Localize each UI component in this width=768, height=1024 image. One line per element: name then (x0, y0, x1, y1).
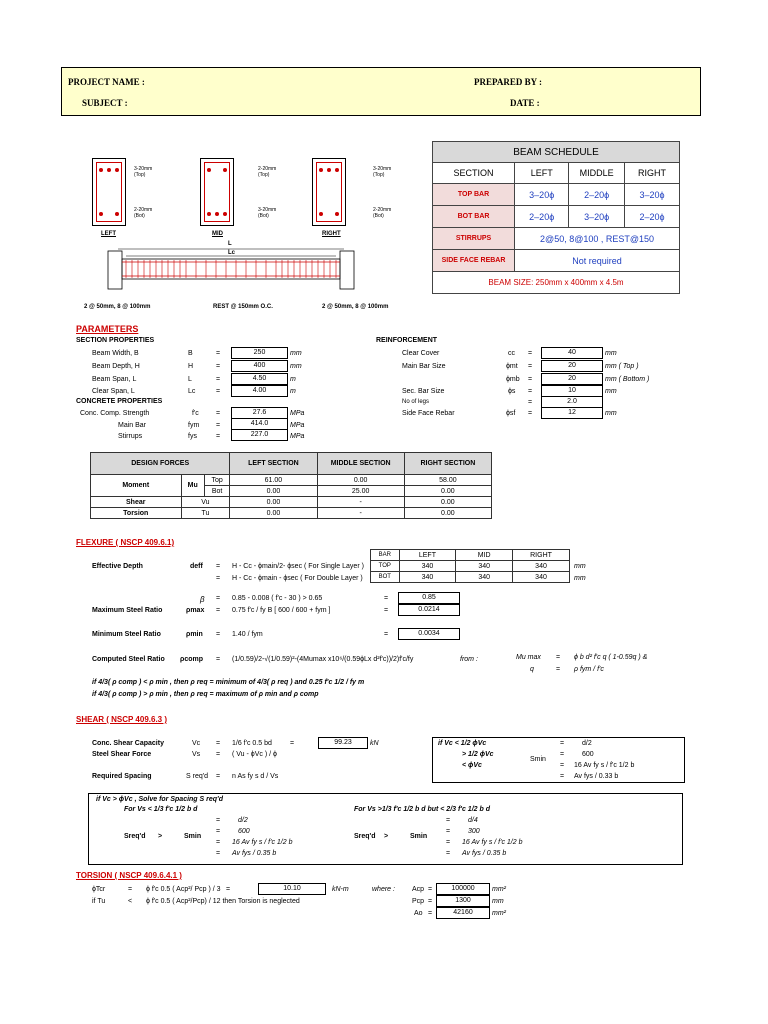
eq-sign: = (216, 740, 221, 747)
tu-formula: ϕ f'c 0.5 ( Acp²/Pcp) / 12 then Torsion is neglected (146, 898, 300, 905)
beta-sym: β (200, 595, 205, 604)
spacing-left-sreqd: Sreq'd (124, 833, 146, 840)
schedule-bot-right: 2–20ϕ (625, 206, 680, 228)
spacing-right-val-4: Av fys / 0.35 b (462, 850, 507, 857)
eq-sign: = (216, 410, 221, 417)
df-header-right: RIGHT SECTION (404, 453, 491, 475)
pcp-value: 1300 (436, 895, 490, 907)
eq-sign: = (528, 376, 533, 383)
date-label: DATE : (510, 98, 540, 108)
flex-bot-left: 340 (399, 572, 456, 583)
schedule-top-middle: 2–20ϕ (569, 184, 625, 206)
span-l-label: L (228, 241, 232, 247)
df-top-label: Top (204, 475, 229, 486)
clear-span-sym: Lc (188, 388, 196, 395)
fym-sym: fym (188, 422, 200, 429)
eq-sign: = (446, 839, 451, 846)
acp-unit: mm² (492, 886, 506, 893)
mid-caption: MID (212, 231, 223, 237)
eff-depth-sym: deff (190, 563, 203, 570)
shear-smin-res-2: 600 (582, 751, 594, 758)
eq-sign: = (216, 607, 221, 614)
schedule-header-right: RIGHT (625, 163, 680, 184)
beam-width-unit: mm (290, 350, 302, 357)
eq-sign: = (216, 563, 221, 570)
spacing-box-title: if Vc > ϕVc , Solve for Spacing S req'd (96, 796, 223, 803)
eq-sign: = (226, 886, 231, 893)
mu-max-formula: ϕ b d² f'c q ( 1-0.59q ) & (574, 654, 648, 661)
eq-sign: = (528, 410, 533, 417)
flex-header-bar: BAR (371, 550, 400, 561)
tcr-value: 10.10 (258, 883, 326, 895)
flexure-title: FLEXURE ( NSCP 409.6.1) (76, 538, 175, 547)
eq-sign: = (216, 376, 221, 383)
clear-span-label: Clear Span, L (92, 388, 135, 395)
vc-value: 99.23 (318, 737, 368, 749)
eq-sign: = (528, 399, 533, 406)
fc-unit: MPa (290, 410, 305, 417)
beam-span-value: 4.50 (231, 373, 288, 385)
flex-top-label: TOP (371, 561, 400, 572)
beam-width-label: Beam Width, B (92, 350, 139, 357)
schedule-bot-left: 2–20ϕ (515, 206, 569, 228)
eq-sign: = (216, 595, 221, 602)
eq-sign: = (446, 850, 451, 857)
spacing-left-val-2: 600 (238, 828, 250, 835)
df-moment-label: Moment (91, 475, 182, 497)
df-top-left: 61.00 (230, 475, 317, 486)
schedule-top-right: 3–20ϕ (625, 184, 680, 206)
main-bar-bot-value: 20 (541, 373, 603, 385)
rho-min-formula: 1.40 / fym (232, 631, 263, 638)
flex-header-right: RIGHT (513, 550, 570, 561)
df-bot-label: Bot (204, 486, 229, 497)
spacing-left-val-1: d/2 (238, 817, 248, 824)
df-shear-mid: - (317, 497, 404, 508)
rho-min-label: Minimum Steel Ratio (92, 631, 161, 638)
vc-sym: Vc (192, 740, 201, 747)
eq-sign: = (560, 773, 565, 780)
shear-cond-3: < ϕVc (462, 762, 482, 769)
project-name-label: PROJECT NAME : (68, 77, 145, 87)
df-torsion-left: 0.00 (230, 508, 317, 519)
fys-value: 227.0 (231, 429, 288, 441)
spacing-right-gt: > (384, 833, 389, 840)
beam-depth-unit: mm (290, 363, 302, 370)
flexure-note-1: if 4/3( ρ comp ) < ρ min , then ρ req = minimum of 4/3( ρ req ) and 0.25 f'c 1/2 / fy m (92, 679, 365, 686)
parameters-title: PARAMETERS (76, 324, 139, 334)
eq-sign: = (128, 886, 133, 893)
spacing-right-val-3: 16 Av fy s / f'c 1/2 b (462, 839, 523, 846)
eq-sign: = (556, 666, 561, 673)
side-face-label: Side Face Rebar (402, 410, 455, 417)
left-spacing-label: 2 @ 50mm, 8 @ 100mm (84, 304, 151, 310)
comp-ratio-label: Computed Steel Ratio (92, 656, 165, 663)
fym-value: 414.0 (231, 418, 288, 430)
comp-ratio-formula: (1/0.59)/2-√(1/0.59)²-(4Mumax x10⁶/(0.59ϕLx d²f'c))/2)f'c/fy (232, 656, 414, 663)
main-bar-top-value: 20 (541, 360, 603, 372)
schedule-title: BEAM SCHEDULE (433, 142, 680, 163)
vs-label: Steel Shear Force (92, 751, 152, 758)
eq-sign: = (290, 740, 295, 747)
eq-sign: = (528, 363, 533, 370)
eq-sign: = (528, 350, 533, 357)
beam-depth-label: Beam Depth, H (92, 363, 140, 370)
beam-width-value: 250 (231, 347, 288, 359)
eq-sign: = (556, 654, 561, 661)
schedule-bot-bar-label: BOT BAR (433, 206, 515, 228)
schedule-stirrups-value: 2@50, 8@100 , REST@150 (515, 228, 680, 250)
flex-top-left: 340 (399, 561, 456, 572)
fym-unit: MPa (290, 422, 305, 429)
eq-sign: = (216, 850, 221, 857)
schedule-side-face-value: Not required (515, 250, 680, 272)
spacing-right-val-2: 300 (468, 828, 480, 835)
section-left-drawing (92, 158, 126, 226)
df-torsion-mid: - (317, 508, 404, 519)
df-shear-left: 0.00 (230, 497, 317, 508)
flex-bot-mid: 340 (456, 572, 513, 583)
beam-span-label: Beam Span, L (92, 376, 137, 383)
shear-cond-1: if Vc < 1/2 ϕVc (438, 740, 487, 747)
fc-sym: f'c (192, 410, 199, 417)
req-spacing-label: Required Spacing (92, 773, 152, 780)
vc-label: Conc. Shear Capacity (92, 740, 164, 747)
right-caption: RIGHT (322, 231, 341, 237)
eq-sign: = (216, 631, 221, 638)
df-header-forces: DESIGN FORCES (91, 453, 230, 475)
fys-label: Stirrups (118, 433, 143, 440)
beam-schedule-table (432, 141, 680, 294)
flex-bot-unit: mm (574, 575, 586, 582)
section-mid-drawing (200, 158, 234, 226)
flex-bot-label: BOT (371, 572, 400, 583)
tcr-formula: ϕ f'c 0.5 ( Acp²/ Pcp ) / 3 (146, 886, 221, 893)
side-face-sym: ϕsf (506, 410, 516, 417)
schedule-header-section: SECTION (433, 163, 515, 184)
spacing-left-val-4: Av fys / 0.35 b (232, 850, 277, 857)
df-shear-right: 0.00 (404, 497, 491, 508)
df-bot-mid: 25.00 (317, 486, 404, 497)
left-caption: LEFT (101, 231, 116, 237)
tu-lt: < (128, 898, 133, 905)
pcp-label: Pcp (412, 898, 425, 905)
main-bar-label: Main Bar Size (402, 363, 446, 370)
spacing-left-title: For Vs < 1/3 f'c 1/2 b d (124, 806, 198, 813)
eq-sign: = (428, 898, 433, 905)
mu-max-label: Mu max (516, 654, 541, 661)
beta-formula: 0.85 - 0.008 ( f'c - 30 ) > 0.65 (232, 595, 323, 602)
spacing-right-val-1: d/4 (468, 817, 478, 824)
beam-width-sym: B (188, 350, 193, 357)
flexure-note-2: if 4/3( ρ comp ) > ρ min , then ρ req = maximum of ρ min and ρ comp (92, 691, 319, 698)
ao-value: 42160 (436, 907, 490, 919)
right-top-bar-label: 3-20mm (Top) (373, 166, 392, 178)
main-bar-top-unit: mm ( Top ) (605, 363, 639, 370)
fym-label: Main Bar (118, 422, 147, 429)
beam-depth-value: 400 (231, 360, 288, 372)
eq-sign: = (384, 607, 389, 614)
rho-max-formula: 0.75 f'c / fy B [ 600 / 600 + fym ] (232, 607, 331, 614)
q-label: q (530, 666, 534, 673)
acp-label: Acp (412, 886, 425, 893)
eq-sign: = (216, 575, 221, 582)
left-top-bar-label: 3-20mm (Top) (134, 166, 153, 178)
df-torsion-label: Torsion (91, 508, 182, 519)
eq-sign: = (528, 388, 533, 395)
shear-smin-res-1: d/2 (582, 740, 592, 747)
legs-label: No of legs (402, 399, 430, 405)
eq-sign: = (216, 773, 221, 780)
rho-min-value: 0.0034 (398, 628, 460, 640)
df-top-right: 58.00 (404, 475, 491, 486)
q-formula: ρ fym / f'c (574, 666, 604, 673)
sec-bar-value: 10 (541, 385, 603, 397)
acp-value: 100000 (436, 883, 490, 895)
df-torsion-right: 0.00 (404, 508, 491, 519)
eq-sign: = (216, 751, 221, 758)
effective-depth-table (370, 549, 570, 583)
flex-top-unit: mm (574, 563, 586, 570)
cover-label: Clear Cover (402, 350, 440, 357)
df-torsion-sym: Tu (181, 508, 230, 519)
eq-sign: = (216, 839, 221, 846)
prepared-by-label: PREPARED BY : (474, 77, 542, 87)
df-header-left: LEFT SECTION (230, 453, 317, 475)
header-bar (61, 67, 701, 116)
eq-sign: = (446, 828, 451, 835)
df-bot-left: 0.00 (230, 486, 317, 497)
beta-value: 0.85 (398, 592, 460, 604)
eq-sign: = (428, 910, 433, 917)
eq-sign: = (428, 886, 433, 893)
sec-bar-unit: mm (605, 388, 617, 395)
torsion-title: TORSION ( NSCP 409.6.4.1 ) (76, 871, 182, 880)
req-spacing-formula: n As fy s d / Vs (232, 773, 279, 780)
eq-sign: = (216, 350, 221, 357)
df-mu-label: Mu (181, 475, 204, 497)
ao-unit: mm² (492, 910, 506, 917)
cover-sym: cc (508, 350, 515, 357)
cover-value: 40 (541, 347, 603, 359)
eq-sign: = (216, 422, 221, 429)
flex-header-mid: MID (456, 550, 513, 561)
schedule-top-bar-label: TOP BAR (433, 184, 515, 206)
if-tu-label: if Tu (92, 898, 106, 905)
eq-sign: = (216, 363, 221, 370)
side-face-value: 12 (541, 407, 603, 419)
shear-title: SHEAR ( NSCP 409.6.3 ) (76, 715, 167, 724)
vs-formula: ( Vu - ϕVc ) / ϕ (232, 751, 277, 758)
eq-sign: = (216, 433, 221, 440)
schedule-side-face-label: SIDE FACE REBAR (433, 250, 515, 272)
schedule-header-left: LEFT (515, 163, 569, 184)
right-bot-bar-label: 2-20mm (Bot) (373, 207, 392, 219)
rho-max-label: Maximum Steel Ratio (92, 607, 163, 614)
beam-span-sym: L (188, 376, 192, 383)
eq-sign: = (216, 656, 221, 663)
df-bot-right: 0.00 (404, 486, 491, 497)
shear-smin-res-3: 16 Av fy s / f'c 1/2 b (574, 762, 635, 769)
reinforcement-heading: REINFORCEMENT (376, 337, 438, 344)
rho-max-value: 0.0214 (398, 604, 460, 616)
section-right-drawing (312, 158, 346, 226)
fys-sym: fys (188, 433, 197, 440)
subject-label: SUBJECT : (82, 98, 128, 108)
req-spacing-sym: S req'd (186, 773, 208, 780)
eff-depth-double: H - Cc - ϕmain - ϕsec ( For Double Layer ) (232, 575, 363, 582)
schedule-bot-middle: 3–20ϕ (569, 206, 625, 228)
eff-depth-single: H - Cc - ϕmain/2- ϕsec ( For Single Layer ) (232, 563, 364, 570)
beam-elevation-drawing (100, 243, 360, 293)
section-properties-heading: SECTION PROPERTIES (76, 337, 155, 344)
mid-top-bar-label: 2-20mm (Top) (258, 166, 277, 178)
spacing-left-val-3: 16 Av fy s / f'c 1/2 b (232, 839, 293, 846)
tcr-sym: ϕTcr (92, 886, 106, 893)
fc-label: Conc. Comp. Strength (80, 410, 150, 417)
vc-unit: kN (370, 740, 379, 747)
main-bar-bot-unit: mm ( Bottom ) (605, 376, 650, 383)
eq-sign: = (216, 828, 221, 835)
rho-max-sym: ρmax (186, 607, 205, 614)
mid-spacing-label: REST @ 150mm O.C. (213, 304, 273, 310)
fc-value: 27.6 (231, 407, 288, 419)
vs-sym: Vs (192, 751, 201, 758)
eq-sign: = (560, 762, 565, 769)
eq-sign: = (384, 595, 389, 602)
schedule-header-middle: MIDDLE (569, 163, 625, 184)
df-shear-sym: Vu (181, 497, 230, 508)
spacing-right-sreqd: Sreq'd (354, 833, 376, 840)
eq-sign: = (384, 631, 389, 638)
cover-unit: mm (605, 350, 617, 357)
flex-header-left: LEFT (399, 550, 456, 561)
spacing-solve-box (88, 793, 683, 865)
mid-bot-bar-label: 3-20mm (Bot) (258, 207, 277, 219)
eq-sign: = (216, 388, 221, 395)
df-top-mid: 0.00 (317, 475, 404, 486)
from-label: from : (460, 656, 478, 663)
clear-span-value: 4.00 (231, 385, 288, 397)
concrete-properties-heading: CONCRETE PROPERTIES (76, 398, 163, 405)
eq-sign: = (560, 740, 565, 747)
rho-min-sym: ρmin (186, 631, 203, 638)
eff-depth-label: Effective Depth (92, 563, 143, 570)
comp-ratio-sym: ρcomp (180, 656, 203, 663)
spacing-right-smin: Smin (410, 833, 428, 840)
shear-cond-2: > 1/2 ϕVc (462, 751, 494, 758)
eq-sign: = (446, 817, 451, 824)
legs-value: 2.0 (541, 396, 603, 408)
beam-span-unit: m (290, 376, 296, 383)
tcr-unit: kN-m (332, 886, 349, 893)
sec-bar-label: Sec. Bar Size (402, 388, 445, 395)
spacing-right-title: For Vs >1/3 f'c 1/2 b d but < 2/3 f'c 1/2 b d (354, 806, 490, 813)
shear-smin-label: Smin (530, 756, 546, 763)
fys-unit: MPa (290, 433, 305, 440)
df-shear-label: Shear (91, 497, 182, 508)
pcp-unit: mm (492, 898, 504, 905)
ao-label: Ao (414, 910, 423, 917)
clear-span-unit: m (290, 388, 296, 395)
schedule-stirrups-label: STIRRUPS (433, 228, 515, 250)
spacing-left-gt: > (158, 833, 163, 840)
main-bar-bot-sym: ϕmb (506, 376, 520, 383)
flex-bot-right: 340 (513, 572, 570, 583)
spacing-left-smin: Smin (184, 833, 202, 840)
df-header-middle: MIDDLE SECTION (317, 453, 404, 475)
eq-sign: = (216, 817, 221, 824)
left-bot-bar-label: 2-20mm (Bot) (134, 207, 153, 219)
flex-top-right: 340 (513, 561, 570, 572)
right-spacing-label: 2 @ 50mm, 8 @ 100mm (322, 304, 389, 310)
vc-formula: 1/6 f'c 0.5 bd (232, 740, 272, 747)
span-lc-label: Lc (228, 250, 236, 256)
side-face-unit: mm (605, 410, 617, 417)
flex-top-mid: 340 (456, 561, 513, 572)
beam-depth-sym: H (188, 363, 194, 370)
where-label: where : (372, 886, 395, 893)
schedule-beam-size: BEAM SIZE: 250mm x 400mm x 4.5m (433, 272, 680, 294)
main-bar-top-sym: ϕmt (506, 363, 518, 370)
schedule-top-left: 3–20ϕ (515, 184, 569, 206)
shear-smin-res-4: Av fys / 0.33 b (574, 773, 619, 780)
eq-sign: = (560, 751, 565, 758)
design-forces-table (90, 452, 492, 519)
sec-bar-sym: ϕs (508, 388, 516, 395)
